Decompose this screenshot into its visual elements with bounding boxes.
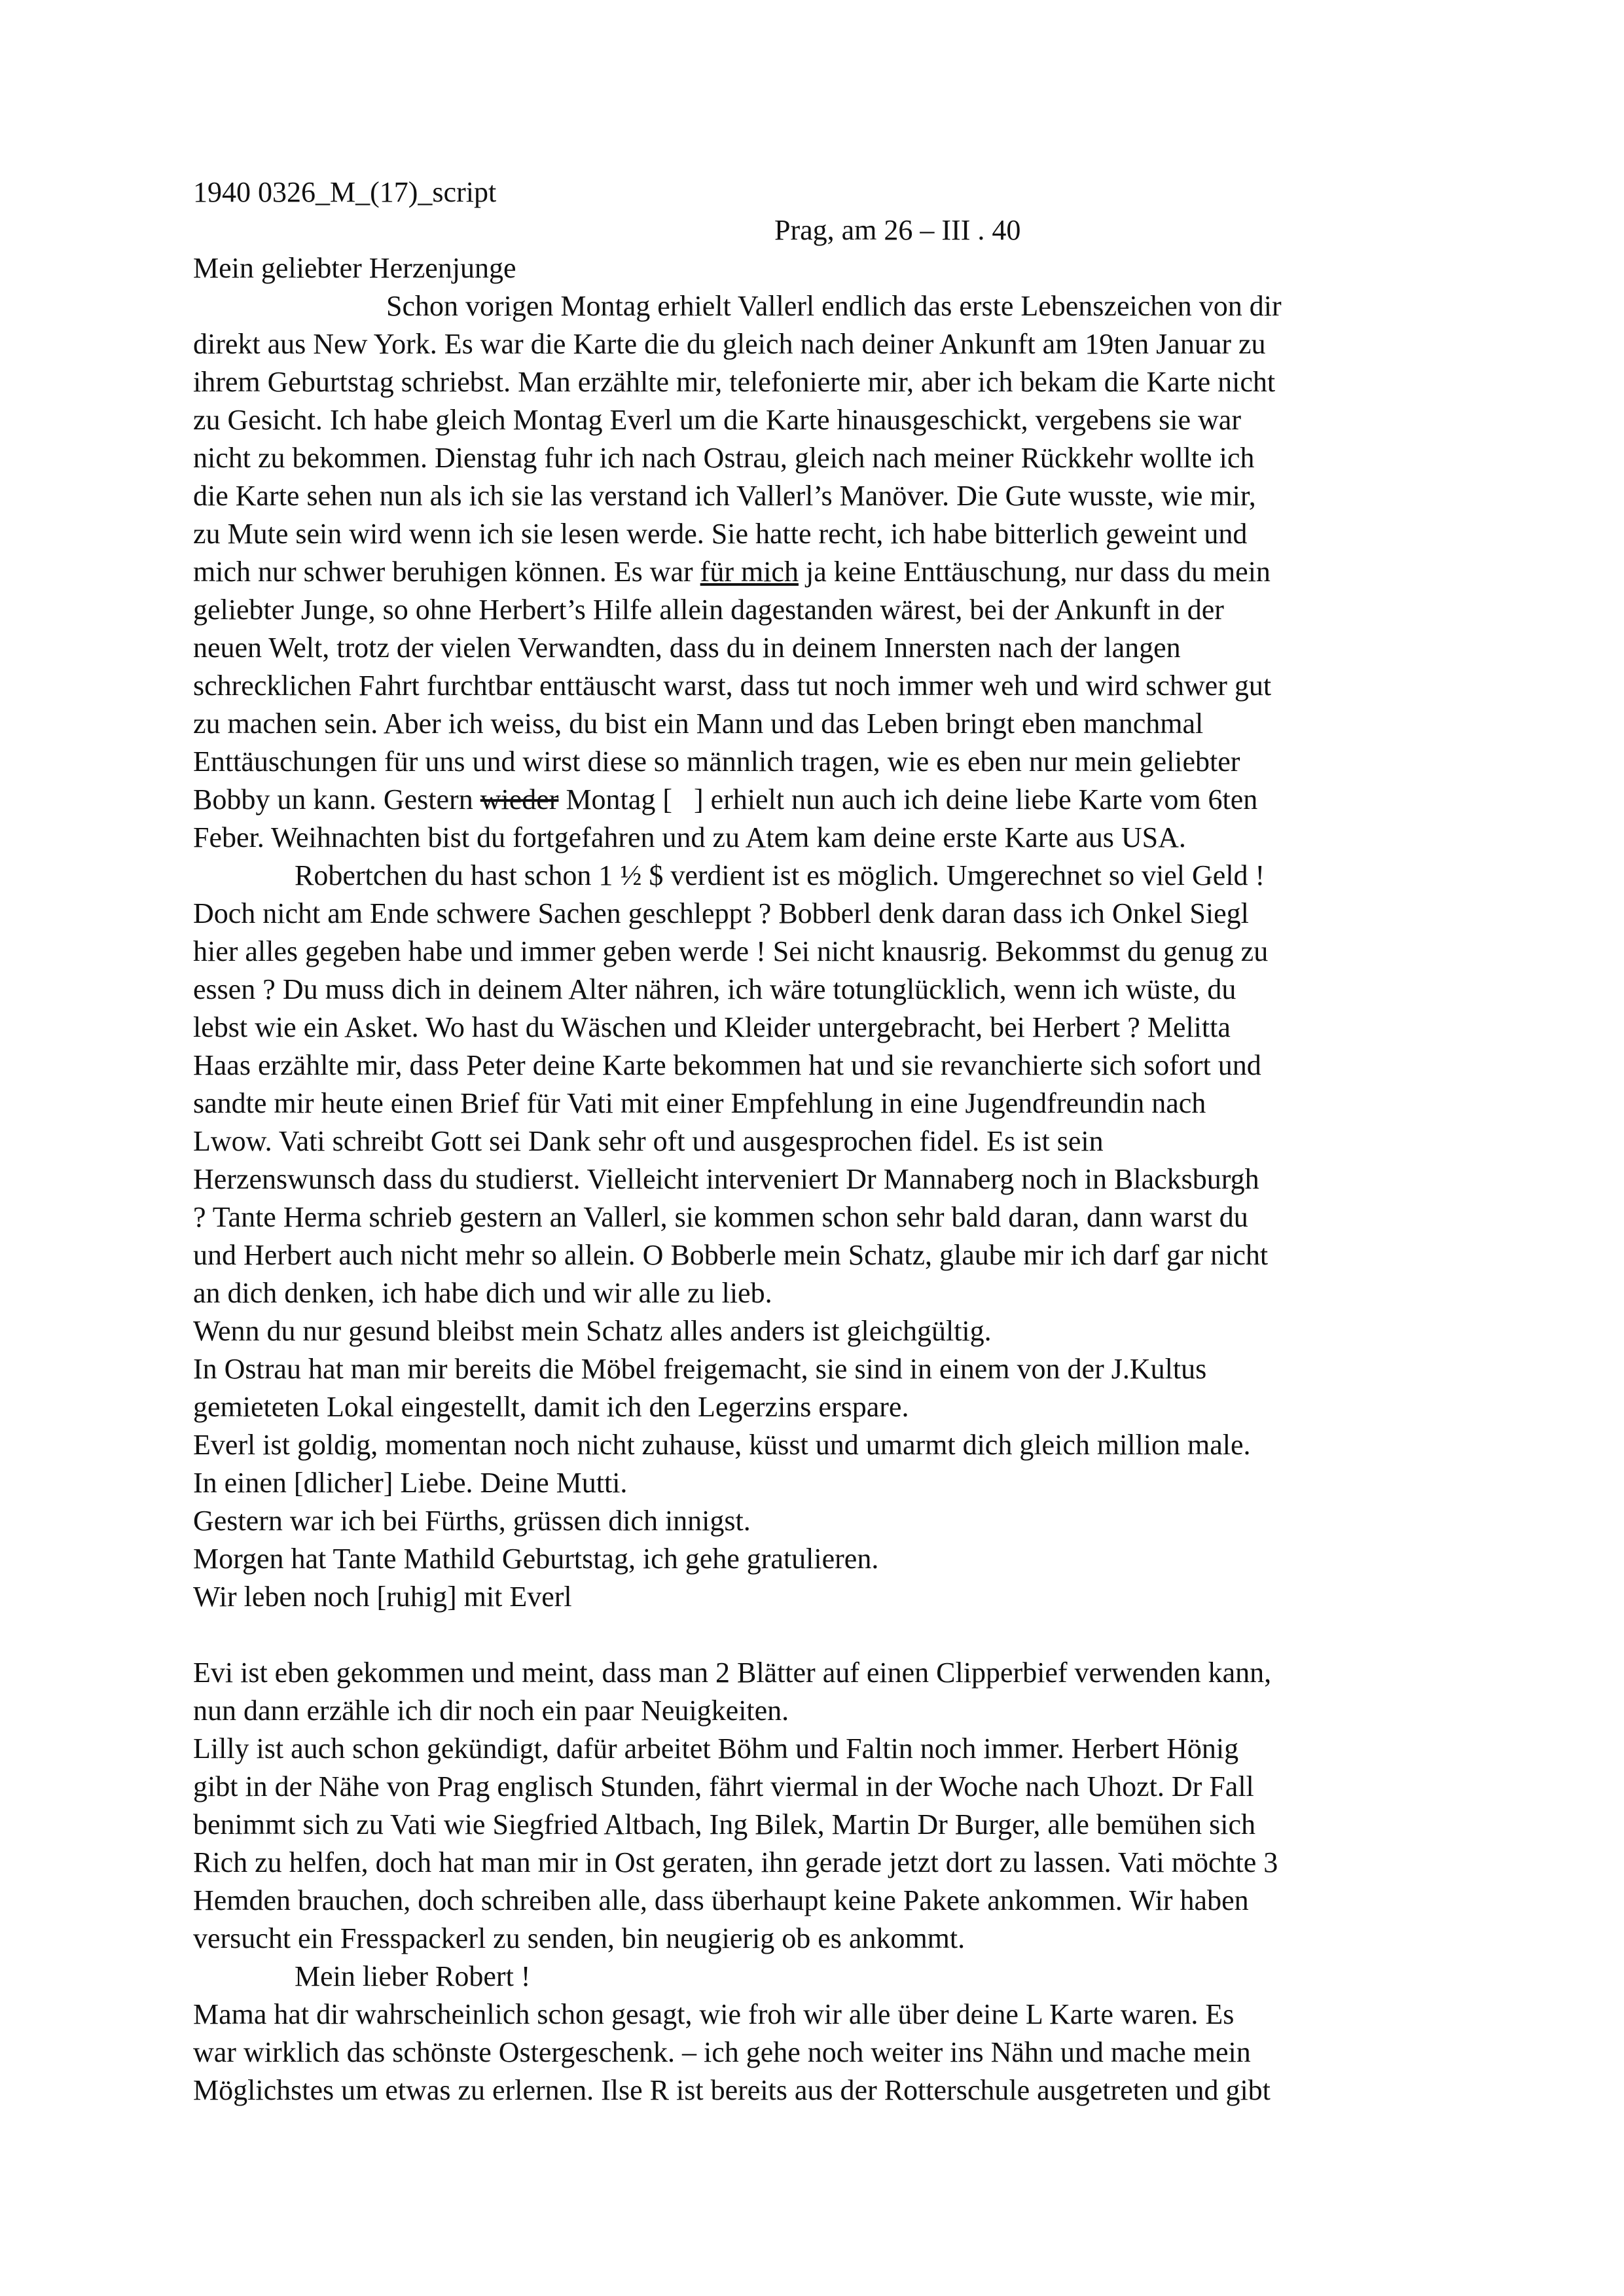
text-line: Schon vorigen Montag erhielt Vallerl endlich das erste Lebenszeichen von dir bbox=[386, 290, 1282, 322]
text-line: und Herbert auch nicht mehr so allein. O Bobberle mein Schatz, glaube mir ich darf gar nicht bbox=[193, 1239, 1269, 1271]
text-line: an dich denken, ich habe dich und wir alle zu lieb. bbox=[193, 1277, 772, 1309]
text-line: Hemden brauchen, doch schreiben alle, dass überhaupt keine Pakete ankommen. Wir haben bbox=[193, 1884, 1249, 1916]
text-segment: mich nur schwer beruhigen können. Es war bbox=[193, 556, 700, 588]
text-line: die Karte sehen nun als ich sie las verstand ich Vallerl’s Manöver. Die Gute wusste, wie mir, bbox=[193, 480, 1256, 512]
text-line: Enttäuschungen für uns und wirst diese so männlich tragen, wie es eben nur mein geliebter bbox=[193, 745, 1240, 778]
second-salutation: Mein lieber Robert ! bbox=[295, 1960, 531, 1992]
text-line: nicht zu bekommen. Dienstag fuhr ich nach Ostrau, gleich nach meiner Rückkehr wollte ich bbox=[193, 442, 1255, 474]
underlined-text: für mich bbox=[700, 556, 799, 588]
text-line: benimmt sich zu Vati wie Siegfried Altbach, Ing Bilek, Martin Dr Burger, alle bemühen sich bbox=[193, 1808, 1256, 1840]
text-line: In Ostrau hat man mir bereits die Möbel freigemacht, sie sind in einem von der J.Kultus bbox=[193, 1353, 1207, 1385]
letter-dateline: Prag, am 26 – III . 40 bbox=[774, 214, 1021, 246]
text-line: ? Tante Herma schrieb gestern an Vallerl, sie kommen schon sehr bald daran, dann warst du bbox=[193, 1201, 1248, 1233]
text-line: direkt aus New York. Es war die Karte die du gleich nach deiner Ankunft am 19ten Januar zu bbox=[193, 328, 1266, 360]
text-line: essen ? Du muss dich in deinem Alter nähren, ich wäre totunglücklich, wenn ich wüste, du bbox=[193, 973, 1236, 1005]
struck-text: wieder bbox=[480, 783, 559, 816]
text-line: nun dann erzähle ich dir noch ein paar Neuigkeiten. bbox=[193, 1695, 789, 1727]
document-header: 1940 0326_M_(17)_script bbox=[193, 176, 497, 208]
text-line: Wir leben noch [ruhig] mit Everl bbox=[193, 1581, 572, 1613]
text-line: Lwow. Vati schreibt Gott sei Dank sehr oft und ausgesprochen fidel. Es ist sein bbox=[193, 1125, 1104, 1157]
text-line: neuen Welt, trotz der vielen Verwandten, dass du in deinem Innersten nach der langen bbox=[193, 632, 1181, 664]
text-line: lebst wie ein Asket. Wo hast du Wäschen und Kleider untergebracht, bei Herbert ? Melitta bbox=[193, 1011, 1231, 1043]
text-line: versucht ein Fresspackerl zu senden, bin neugierig ob es ankommt. bbox=[193, 1922, 965, 1954]
text-line: Lilly ist auch schon gekündigt, dafür arbeitet Böhm und Faltin noch immer. Herbert Hönig bbox=[193, 1732, 1239, 1765]
text-line: gemieteten Lokal eingestellt, damit ich den Legerzins erspare. bbox=[193, 1391, 909, 1423]
text-line: zu Mute sein wird wenn ich sie lesen werde. Sie hatte recht, ich habe bitterlich geweint und bbox=[193, 518, 1248, 550]
text-line: zu machen sein. Aber ich weiss, du bist ein Mann und das Leben bringt eben manchmal bbox=[193, 708, 1204, 740]
text-line: ihrem Geburtstag schriebst. Man erzählte mir, telefonierte mir, aber ich bekam die Karte nicht bbox=[193, 366, 1276, 398]
text-segment: Bobby un kann. Gestern bbox=[193, 783, 480, 816]
text-line: Wenn du nur gesund bleibst mein Schatz alles anders ist gleichgültig. bbox=[193, 1315, 992, 1347]
text-line: war wirklich das schönste Ostergeschenk. – ich gehe noch weiter ins Nähn und mache mein bbox=[193, 2036, 1251, 2068]
text-line: hier alles gegeben habe und immer geben werde ! Sei nicht knausrig. Bekommst du genug zu bbox=[193, 935, 1269, 967]
text-line: Haas erzählte mir, dass Peter deine Karte bekommen hat und sie revanchierte sich sofort und bbox=[193, 1049, 1261, 1081]
text-line: gibt in der Nähe von Prag englisch Stunden, fährt viermal in der Woche nach Uhozt. Dr Fall bbox=[193, 1770, 1254, 1803]
text-line: Feber. Weihnachten bist du fortgefahren und zu Atem kam deine erste Karte aus USA. bbox=[193, 821, 1186, 853]
text-line: Rich zu helfen, doch hat man mir in Ost geraten, ihn gerade jetzt dort zu lassen. Vati möchte 3 bbox=[193, 1846, 1278, 1878]
text-line: schrecklichen Fahrt furchtbar enttäuscht warst, dass tut noch immer weh und wird schwer gut bbox=[193, 670, 1272, 702]
text-line: Doch nicht am Ende schwere Sachen geschleppt ? Bobberl denk daran dass ich Onkel Siegl bbox=[193, 897, 1249, 929]
text-line bbox=[193, 781, 1257, 819]
text-line: sandte mir heute einen Brief für Vati mit einer Empfehlung in eine Jugendfreundin nach bbox=[193, 1087, 1206, 1119]
text-line: Möglichstes um etwas zu erlernen. Ilse R ist bereits aus der Rotterschule ausgetreten und gibt bbox=[193, 2074, 1271, 2106]
text-line: Herzenswunsch dass du studierst. Vielleicht interveniert Dr Mannaberg noch in Blacksburgh bbox=[193, 1163, 1259, 1195]
text-line: Morgen hat Tante Mathild Geburtstag, ich gehe gratulieren. bbox=[193, 1543, 879, 1575]
letter-salutation: Mein geliebter Herzenjunge bbox=[193, 252, 516, 284]
text-segment: ja keine Enttäuschung, nur dass du mein bbox=[798, 556, 1271, 588]
text-line: geliebter Junge, so ohne Herbert’s Hilfe allein dagestanden wärest, bei der Ankunft in der bbox=[193, 594, 1224, 626]
text-line: Everl ist goldig, momentan noch nicht zuhause, küsst und umarmt dich gleich million male. bbox=[193, 1429, 1251, 1461]
text-line: Evi ist eben gekommen und meint, dass man 2 Blätter auf einen Clipperbief verwenden kann, bbox=[193, 1657, 1272, 1689]
text-line: Robertchen du hast schon 1 ½ $ verdient ist es möglich. Umgerechnet so viel Geld ! bbox=[295, 859, 1265, 891]
text-line: Gestern war ich bei Fürths, grüssen dich innigst. bbox=[193, 1505, 751, 1537]
text-line: zu Gesicht. Ich habe gleich Montag Everl um die Karte hinausgeschickt, vergebens sie war bbox=[193, 404, 1241, 436]
text-line: In einen [dlicher] Liebe. Deine Mutti. bbox=[193, 1467, 628, 1499]
text-line bbox=[193, 553, 1271, 591]
text-line: Mama hat dir wahrscheinlich schon gesagt, wie froh wir alle über deine L Karte waren. Es bbox=[193, 1998, 1235, 2030]
text-segment: Montag [ ] erhielt nun auch ich deine liebe Karte vom 6ten bbox=[558, 783, 1258, 816]
